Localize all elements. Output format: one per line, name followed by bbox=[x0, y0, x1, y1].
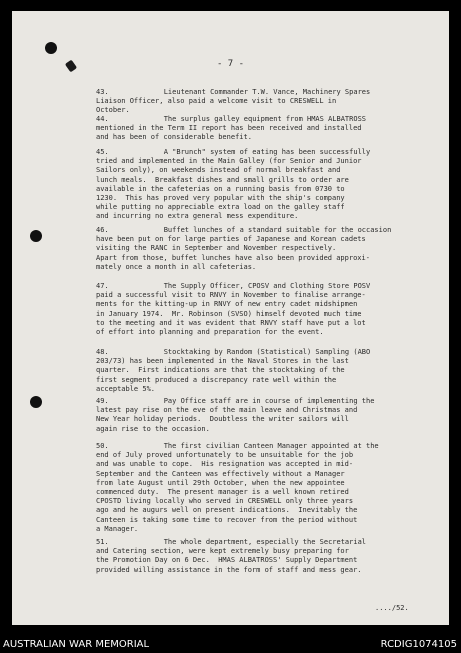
paragraph-first-line bbox=[96, 348, 418, 357]
paragraph-text: The first civilian Canteen Manager appointed at the bbox=[163, 442, 379, 450]
paragraph-line: commenced duty. The present manager is a well known retired bbox=[96, 488, 349, 497]
paragraph-line: from late August until 29th October, when the new appointee bbox=[96, 478, 345, 487]
paragraph-line: and has been of considerable benefit. bbox=[96, 133, 252, 142]
paragraph-line: available in the cafeterias on a running basis from 0730 to bbox=[96, 184, 345, 193]
paragraph-line: first segment produced a discrepancy rate well within the bbox=[96, 375, 337, 384]
paragraph-line: a Manager. bbox=[96, 524, 139, 533]
archive-footer bbox=[0, 636, 461, 653]
paragraph-line: September and the Canteen was effectively without a Manager bbox=[96, 469, 345, 478]
paragraph bbox=[96, 282, 418, 337]
paragraph-first-line bbox=[96, 397, 418, 406]
paragraph-line: again rise to the occasion. bbox=[96, 424, 210, 433]
paragraph-line: 203/73) has been implemented in the Naval Stores in the last bbox=[96, 357, 349, 366]
paragraph-line: while putting no appreciable extra load on the galley staff bbox=[96, 203, 345, 212]
paragraph-line: provided willing assistance in the form of staff and mess gear. bbox=[96, 565, 362, 574]
paragraph-line: mentioned in the Term II report has been received and installed bbox=[96, 124, 362, 133]
paragraph bbox=[96, 115, 418, 143]
paragraph-line: end of July proved unfortunately to be unsuitable for the job bbox=[96, 451, 354, 460]
paragraph-text: Lieutenant Commander T.W. Vance, Machinery Spares bbox=[163, 88, 371, 96]
paragraph-text: The whole department, especially the Secretarial bbox=[163, 538, 367, 546]
paragraph-line: of effort into planning and preparation for the event. bbox=[96, 328, 324, 337]
paragraph-line: Apart from those, buffet lunches have also been provided approxi- bbox=[96, 253, 370, 262]
paragraph-first-line bbox=[96, 538, 418, 547]
paragraph-line: ago and he augurs well on present indications. Inevitably the bbox=[96, 506, 358, 515]
paragraph-number: 44. bbox=[96, 115, 109, 123]
paragraph-text: The Supply Officer, CPOSV and Clothing Store POSV bbox=[163, 282, 371, 290]
paragraph-line: lunch meals. Breakfast dishes and small grills to order are bbox=[96, 175, 349, 184]
punch-hole bbox=[45, 42, 57, 54]
paragraph-line: CPOSTD living locally who served in CRESWELL only three years bbox=[96, 497, 354, 506]
page-number: - 7 - bbox=[216, 59, 245, 69]
paragraph-text: Pay Office staff are in course of implementing the bbox=[163, 397, 375, 405]
paragraph-first-line bbox=[96, 148, 418, 157]
paragraph-first-line bbox=[96, 88, 418, 97]
paragraph-line: October. bbox=[96, 106, 130, 115]
paragraph-line: Liaison Officer, also paid a welcome visit to CRESWELL in bbox=[96, 97, 337, 106]
paragraph-text: Buffet lunches of a standard suitable for the occasion bbox=[163, 226, 392, 234]
paragraph bbox=[96, 397, 418, 434]
paragraph-first-line bbox=[96, 226, 418, 235]
paragraph-line: latest pay rise on the eve of the main leave and Christmas and bbox=[96, 406, 358, 415]
paragraph-first-line bbox=[96, 442, 418, 451]
paragraph-line: New Year holiday periods. Doubtless the writer sailors will bbox=[96, 415, 349, 424]
paragraph bbox=[96, 226, 418, 272]
paragraph-number: 48. bbox=[96, 348, 109, 356]
paragraph-line: tried and implemented in the Main Galley (for Senior and Junior bbox=[96, 157, 362, 166]
paragraph bbox=[96, 88, 418, 116]
paragraph-line: and incurring no extra general mess expenditure. bbox=[96, 212, 299, 221]
paragraph-number: 50. bbox=[96, 442, 109, 450]
paragraph-line: in January 1974. Mr. Robinson (SVSO) himself devoted much time bbox=[96, 309, 362, 318]
paragraph-line: 1230. This has proved very popular with the ship's company bbox=[96, 194, 345, 203]
paragraph-line: visiting the RANC in September and November respectively. bbox=[96, 244, 337, 253]
paragraph-first-line bbox=[96, 282, 418, 291]
paragraph-line: Sailors only), on weekends instead of normal breakfast and bbox=[96, 166, 341, 175]
paragraph-text: Stocktaking by Random (Statistical) Sampling (ABO bbox=[163, 348, 371, 356]
paragraph bbox=[96, 442, 418, 534]
paragraph-line: to the meeting and it was evident that RNVY staff have put a lot bbox=[96, 318, 366, 327]
paragraph-line: acceptable 5%. bbox=[96, 384, 156, 393]
paragraph-line: paid a successful visit to RNVY in November to finalise arrange- bbox=[96, 291, 366, 300]
paragraph-first-line bbox=[96, 115, 418, 124]
paragraph-line: mately once a month in all cafeterias. bbox=[96, 262, 257, 271]
paragraph-number: 51. bbox=[96, 538, 109, 546]
paragraph-line: quarter. First indications are that the stocktaking of the bbox=[96, 366, 345, 375]
paragraph-number: 47. bbox=[96, 282, 109, 290]
paragraph-line: ments for the kitting-up in RNVY of new entry cadet midshipmen bbox=[96, 300, 358, 309]
paragraph bbox=[96, 538, 418, 575]
paragraph-line: the Promotion Day on 6 Dec. HMAS ALBATROSS' Supply Department bbox=[96, 556, 358, 565]
document-page bbox=[12, 11, 449, 625]
paragraph-number: 46. bbox=[96, 226, 109, 234]
paragraph-number: 45. bbox=[96, 148, 109, 156]
paragraph bbox=[96, 348, 418, 394]
paragraph-line: have been put on for large parties of Japanese and Korean cadets bbox=[96, 235, 366, 244]
paragraph-line: and Catering section, were kept extremely busy preparing for bbox=[96, 547, 349, 556]
paragraph-line: Canteen is taking some time to recover from the period without bbox=[96, 515, 358, 524]
punch-hole bbox=[30, 230, 42, 242]
paragraph-text: A "Brunch" system of eating has been successfully bbox=[163, 148, 371, 156]
continuation-marker: ..../52. bbox=[375, 604, 409, 612]
footer-source: AUSTRALIAN WAR MEMORIAL bbox=[3, 639, 150, 650]
paragraph-line: and was unable to cope. His resignation was accepted in mid- bbox=[96, 460, 354, 469]
punch-hole bbox=[30, 396, 42, 408]
paragraph bbox=[96, 148, 418, 222]
footer-reference: RCDIG1074105 bbox=[380, 639, 457, 650]
paragraph-number: 43. bbox=[96, 88, 109, 96]
paragraph-number: 49. bbox=[96, 397, 109, 405]
paragraph-text: The surplus galley equipment from HMAS ALBATROSS bbox=[163, 115, 367, 123]
